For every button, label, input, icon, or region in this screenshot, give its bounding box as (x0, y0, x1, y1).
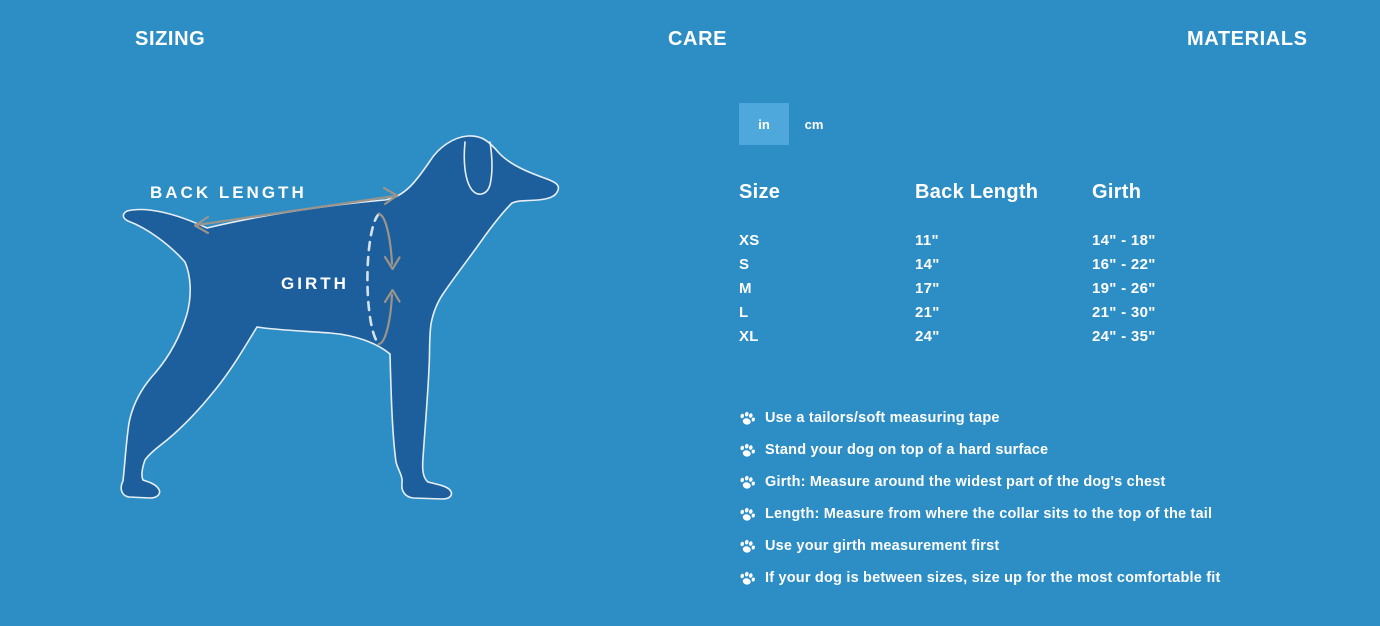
paw-icon (739, 474, 756, 491)
list-item (739, 466, 1221, 498)
tab-sizing[interactable]: SIZING (135, 28, 206, 50)
tab-materials[interactable]: MATERIALS (1187, 28, 1308, 50)
list-item (739, 562, 1221, 594)
tip-text: If your dog is between sizes, size up for the most comfortable fit (765, 570, 1221, 586)
girth-label: GIRTH (281, 274, 349, 293)
table-row (739, 324, 1219, 348)
paw-icon (739, 506, 756, 523)
table-row (739, 300, 1219, 324)
unit-cm-button[interactable]: cm (789, 103, 839, 145)
size-cell: XL (739, 327, 759, 345)
tip-text: Use a tailors/soft measuring tape (765, 410, 1000, 426)
list-item (739, 402, 1221, 434)
list-item (739, 498, 1221, 530)
tab-care[interactable]: CARE (668, 28, 728, 50)
unit-in-button[interactable]: in (739, 103, 789, 145)
list-item (739, 434, 1221, 466)
size-table-header (739, 181, 1219, 204)
size-cell: S (739, 255, 750, 273)
tip-text: Stand your dog on top of a hard surface (765, 442, 1049, 458)
column-header-size: Size (739, 181, 781, 203)
paw-icon (739, 442, 756, 459)
back-length-cell: 11" (915, 231, 939, 249)
girth-cell: 21" - 30" (1092, 303, 1156, 321)
dog-measurement-diagram (0, 0, 660, 626)
tip-text: Length: Measure from where the collar sits to the top of the tail (765, 506, 1213, 522)
back-length-cell: 24" (915, 327, 940, 345)
paw-icon (739, 538, 756, 555)
paw-icon (739, 410, 756, 427)
table-row (739, 228, 1219, 252)
column-header-back-length: Back Length (915, 181, 1039, 203)
girth-cell: 24" - 35" (1092, 327, 1156, 345)
back-length-cell: 14" (915, 255, 940, 273)
size-table (739, 181, 1219, 348)
girth-cell: 16" - 22" (1092, 255, 1156, 273)
paw-icon (739, 570, 756, 587)
tip-text: Girth: Measure around the widest part of the dog's chest (765, 474, 1166, 490)
back-length-label: BACK LENGTH (150, 183, 307, 202)
size-cell: M (739, 279, 752, 297)
table-row (739, 276, 1219, 300)
back-length-cell: 17" (915, 279, 940, 297)
table-row (739, 252, 1219, 276)
list-item (739, 530, 1221, 562)
back-length-cell: 21" (915, 303, 940, 321)
size-cell: L (739, 303, 749, 321)
unit-toggle (739, 103, 839, 145)
tip-text: Use your girth measurement first (765, 538, 1000, 554)
column-header-girth: Girth (1092, 181, 1142, 203)
measuring-tips-list (739, 402, 1221, 594)
girth-cell: 19" - 26" (1092, 279, 1156, 297)
girth-cell: 14" - 18" (1092, 231, 1156, 249)
size-cell: XS (739, 231, 760, 249)
